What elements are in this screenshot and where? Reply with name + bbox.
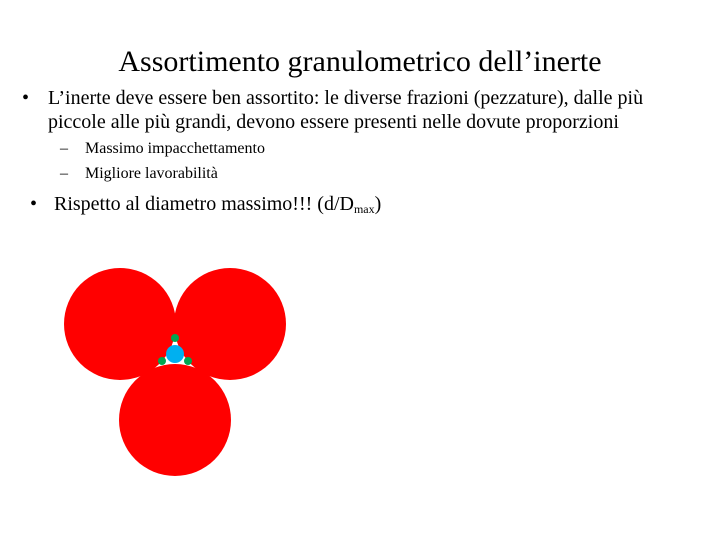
- small-particle-top: [171, 334, 179, 342]
- max-diameter-close: ): [374, 193, 382, 215]
- small-particle-left: [158, 357, 166, 365]
- small-particle-right: [184, 357, 192, 365]
- max-subscript: max: [353, 202, 375, 216]
- large-particle-bottom: [119, 364, 231, 476]
- bullet-assortment-text: L’inerte deve essere ben assortito: le diverse frazioni (pezzature), dalle più piccole alle più grandi, devono essere presenti nelle dovute proporzioni: [48, 87, 644, 133]
- bullet-marker: •: [22, 87, 30, 109]
- max-diameter-main-text: Rispetto al diametro massimo!!! (d/D: [54, 193, 354, 215]
- dash-marker: –: [60, 165, 68, 182]
- bullet-marker: •: [30, 193, 38, 215]
- medium-particle-center: [166, 345, 184, 363]
- subbullet-workability-text: Migliore lavorabilità: [85, 165, 218, 182]
- dash-marker: –: [60, 140, 68, 157]
- subbullet-packing-text: Massimo impacchettamento: [85, 140, 265, 157]
- slide-title: Assortimento granulometrico dell’inerte: [118, 45, 602, 78]
